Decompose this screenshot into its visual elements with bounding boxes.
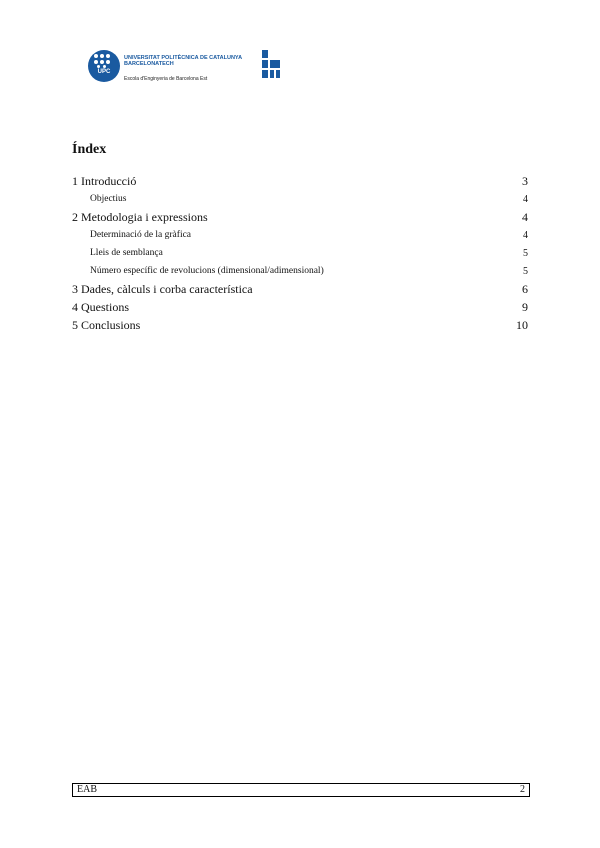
upc-logo-circle: [88, 50, 120, 82]
toc-entry-label: Número específic de revolucions (dimensional/adimensional): [90, 266, 324, 276]
toc-entry-page: 5: [523, 266, 528, 277]
toc-entry-label: 3 Dades, càlculs i corba característica: [72, 282, 253, 296]
toc-entry-page: 4: [523, 194, 528, 205]
university-line-2: BARCELONATECH: [124, 61, 174, 67]
table-of-contents: [72, 174, 528, 336]
toc-entry-label: 4 Questions: [72, 300, 129, 314]
toc-entry-label: 5 Conclusions: [72, 318, 141, 332]
toc-entry-label: 1 Introducció: [72, 174, 137, 188]
toc-entry-label: Objectius: [90, 194, 127, 204]
toc-entry-page: 5: [523, 248, 528, 259]
toc-entry[interactable]: [72, 210, 528, 228]
toc-subentry[interactable]: [72, 246, 528, 264]
toc-entry[interactable]: [72, 300, 528, 318]
toc-entry-page: 9: [522, 300, 528, 314]
university-line-1: UNIVERSITAT POLITÈCNICA DE CATALUNYA: [124, 55, 243, 61]
index-title: Índex: [72, 142, 107, 157]
page-footer: [72, 783, 530, 797]
toc-entry-label: Lleis de semblança: [90, 248, 163, 258]
footer-page-number: 2: [520, 784, 525, 795]
toc-entry-page: 4: [522, 210, 528, 224]
toc-subentry[interactable]: [72, 192, 528, 210]
toc-subentry[interactable]: [72, 264, 528, 282]
toc-entry-page: 6: [522, 282, 528, 296]
toc-subentry[interactable]: [72, 228, 528, 246]
toc-entry[interactable]: [72, 318, 528, 336]
school-name: Escola d'Enginyeria de Barcelona Est: [124, 76, 208, 82]
toc-entry[interactable]: [72, 282, 528, 300]
toc-entry-label: Determinació de la gràfica: [90, 230, 192, 240]
logo-dots-icon: [94, 54, 114, 68]
footer-course: EAB: [77, 784, 97, 795]
toc-entry-page: 4: [523, 230, 528, 241]
university-name: [124, 55, 242, 67]
toc-entry-page: 10: [516, 318, 528, 332]
logo-upc-text: UPC: [97, 69, 111, 75]
school-mark-icon: [262, 50, 282, 84]
toc-entry-page: 3: [522, 174, 528, 188]
toc-entry[interactable]: [72, 174, 528, 192]
toc-entry-label: 2 Metodologia i expressions: [72, 210, 208, 224]
upc-logo: [88, 50, 288, 88]
